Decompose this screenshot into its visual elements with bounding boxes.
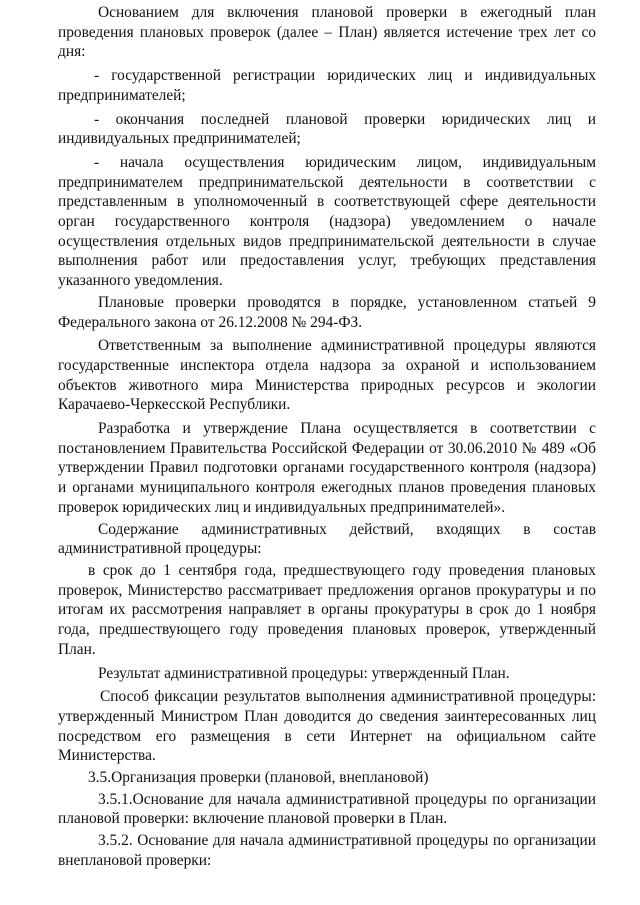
- list-item-registration: - государственной регистрации юридических лиц и индивидуальных предпринимателей;: [58, 67, 596, 104]
- list-item-start-activity: - начала осуществления юридическим лицом, индивидуальным предпринимателем предпринимательской деятельности в соответствии с представленным в уполномоченный в соответствующей сфере деятельности орган государственного контроля (надзора) уведомлением о начале осуществления отдельных видов предпринимательской деятельности в случае выполнения работ или предоставления услуг, требующих представления указанного уведомления.: [58, 153, 596, 290]
- section-heading-3-5: 3.5.Организация проверки (плановой, внеплановой): [88, 769, 429, 787]
- list-item-last-inspection: - окончания последней плановой проверки юридических лиц и индивидуальных предпринимателей;: [58, 110, 596, 148]
- paragraph-plan-development: Разработка и утверждение Плана осуществляется в соответствии с постановлением Правительства Российской Федерации от 30.06.2010 № 489 «Об утверждении Правил подготовки органами государственного контроля (надзора) и органами муниципального контроля ежегодных планов проведения плановых проверок юридических лиц и индивидуальных предпринимателей».: [58, 420, 596, 516]
- paragraph-3-5-2: 3.5.2. Основание для начала административной процедуры по организации внеплановой проверки:: [58, 832, 596, 869]
- paragraph-fixation: Способ фиксации результатов выполнения административной процедуры: утвержденный Министром План доводится до сведения заинтересованных лиц посредством его размещения в сети Интернет на официальном сайте Министерства.: [58, 688, 596, 765]
- paragraph-3-5-1: 3.5.1.Основание для начала административной процедуры по организации плановой проверки: включение плановой проверки в План.: [58, 790, 596, 828]
- paragraph-planned-inspections: Плановые проверки проводятся в порядке, установленном статьей 9 Федерального закона от 26.12.2008 № 294-ФЗ.: [58, 293, 596, 331]
- paragraph-actions-content: Содержание административных действий, входящих в состав административной процедуры:: [58, 520, 596, 558]
- paragraph-deadline: в срок до 1 сентября года, предшествующего году проведения плановых проверок, Министерство рассматривает предложения органов прокуратуры и по итогам их рассмотрения направляет в органы прокуратуры в срок до 1 ноября года, предшествующего году проведения плановых проверок, утвержденный План.: [58, 561, 596, 658]
- paragraph-result: Результат административной процедуры: утвержденный План.: [98, 664, 510, 682]
- paragraph-responsible: Ответственным за выполнение административной процедуры являются государственные инспектора отдела надзора за охраной и использованием объектов животного мира Министерства природных ресурсов и экологии Карачаево-Черкесской Республики.: [58, 337, 596, 414]
- document-page: [58, 0, 596, 871]
- paragraph-basis: Основанием для включения плановой проверки в ежегодный план проведения плановых проверок (далее – План) является истечение трех лет со дня:: [58, 4, 596, 61]
